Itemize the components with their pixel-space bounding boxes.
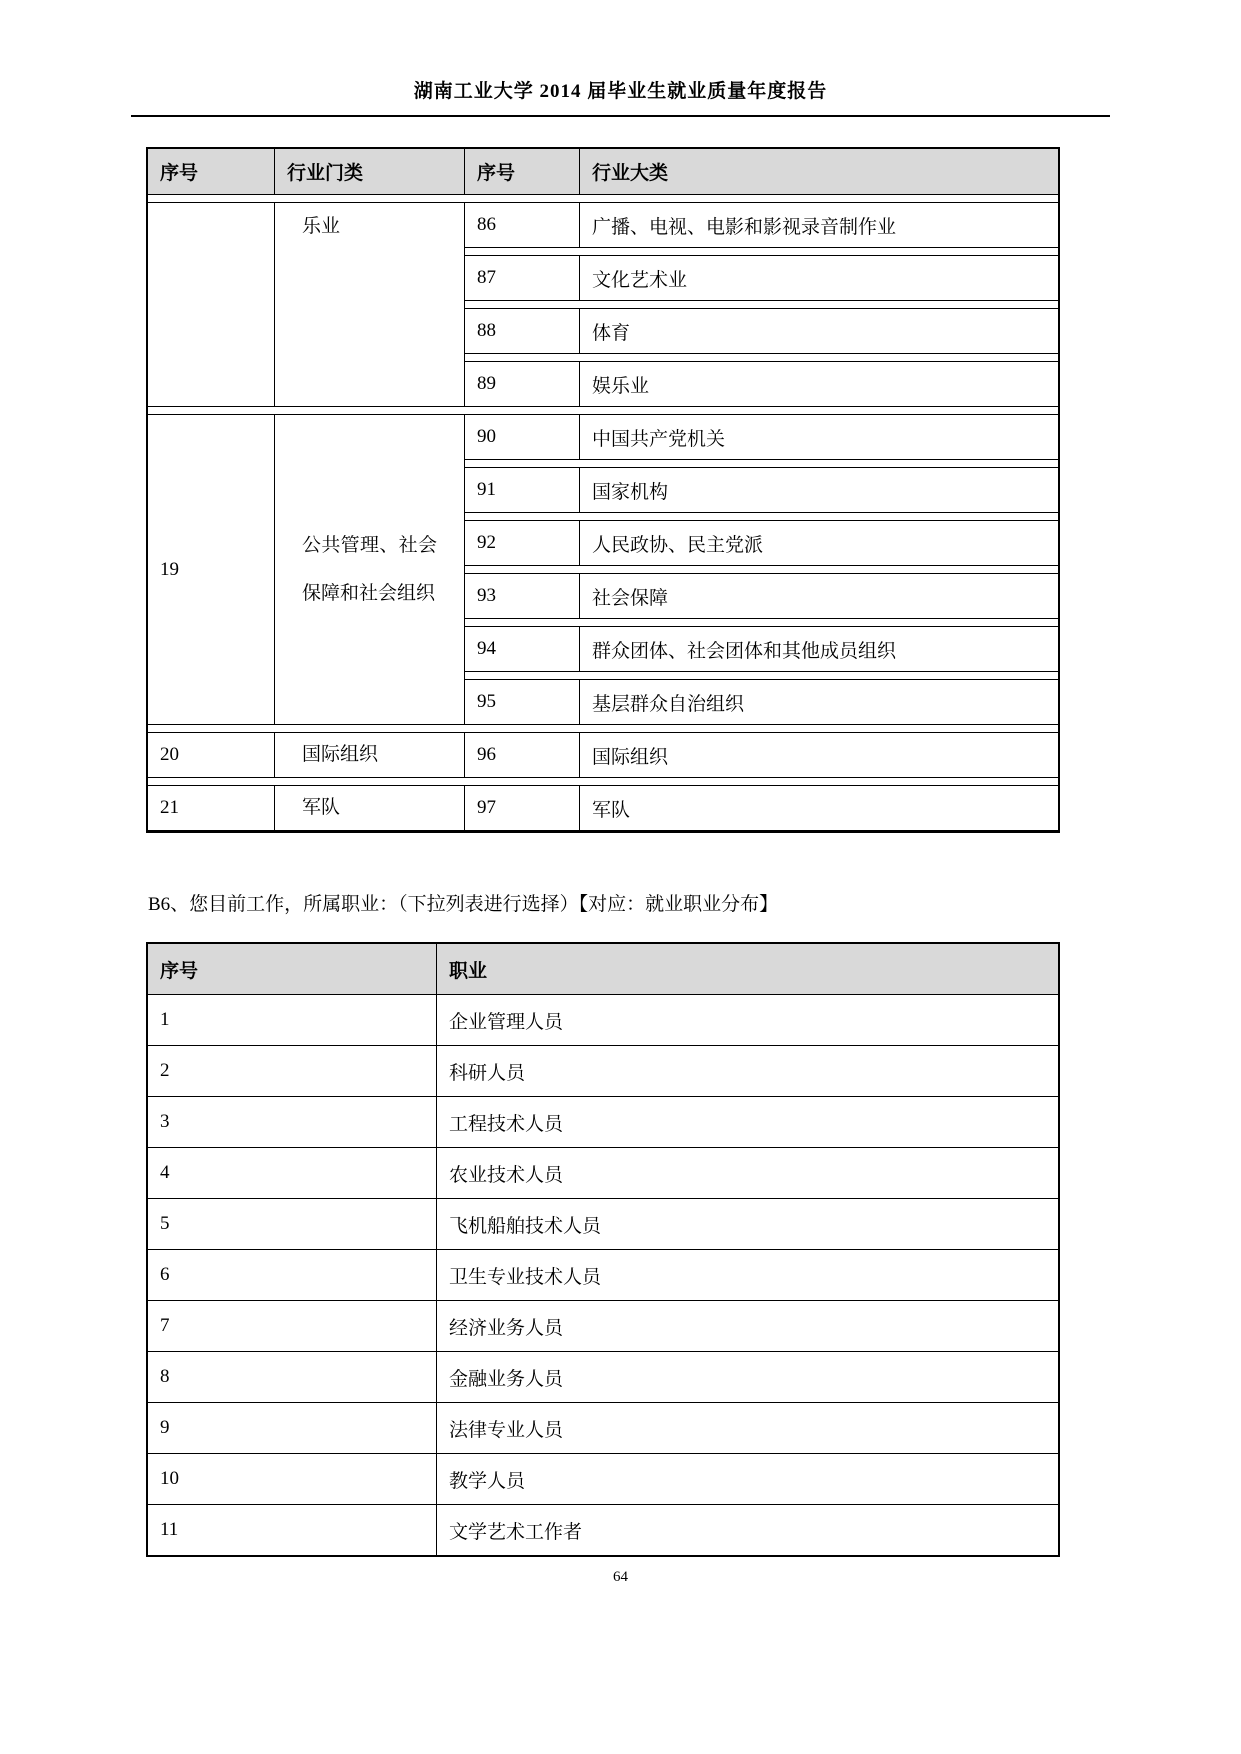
occupation-name-cell: 飞机船舶技术人员 bbox=[437, 1199, 1060, 1250]
industry-name-cell: 文化艺术业 bbox=[580, 255, 1058, 301]
industry-section-number-cell: 21 bbox=[148, 785, 275, 831]
table-row bbox=[147, 995, 1059, 1046]
occupation-number-cell: 8 bbox=[147, 1352, 437, 1403]
table-row bbox=[147, 1097, 1059, 1148]
industry-name-cell: 人民政协、民主党派 bbox=[580, 520, 1058, 566]
industry-code-cell: 92 bbox=[465, 520, 580, 566]
occupation-name-cell: 企业管理人员 bbox=[437, 995, 1060, 1046]
industry-category-cell: 国际组织 bbox=[275, 732, 465, 778]
occupation-number-cell: 5 bbox=[147, 1199, 437, 1250]
occupation-number-cell: 4 bbox=[147, 1148, 437, 1199]
industry-code-cell: 94 bbox=[465, 626, 580, 672]
occupation-name-cell: 文学艺术工作者 bbox=[437, 1505, 1060, 1557]
industry-code-cell: 87 bbox=[465, 255, 580, 301]
page-header-title: 湖南工业大学 2014 届毕业生就业质量年度报告 bbox=[413, 81, 828, 102]
industry-name-cell: 群众团体、社会团体和其他成员组织 bbox=[580, 626, 1058, 672]
occupation-number-cell: 11 bbox=[147, 1505, 437, 1557]
industry-name-cell: 中国共产党机关 bbox=[580, 414, 1058, 460]
column-header: 行业大类 bbox=[580, 149, 1058, 195]
occupation-number-cell: 2 bbox=[147, 1046, 437, 1097]
occupation-header-row bbox=[147, 943, 1059, 995]
table-row bbox=[147, 1148, 1059, 1199]
table-row bbox=[147, 1046, 1059, 1097]
industry-category-cell: 公共管理、社会保障和社会组织 bbox=[275, 414, 465, 725]
header-divider bbox=[131, 115, 1110, 117]
occupation-name-cell: 科研人员 bbox=[437, 1046, 1060, 1097]
industry-section-number-cell: 19 bbox=[148, 414, 275, 725]
industry-name-cell: 基层群众自治组织 bbox=[580, 679, 1058, 725]
occupation-number-cell: 6 bbox=[147, 1250, 437, 1301]
column-header: 序号 bbox=[147, 943, 437, 995]
occupation-name-cell: 经济业务人员 bbox=[437, 1301, 1060, 1352]
industry-code-cell: 91 bbox=[465, 467, 580, 513]
industry-code-cell: 88 bbox=[465, 308, 580, 354]
industry-name-cell: 体育 bbox=[580, 308, 1058, 354]
column-header: 序号 bbox=[465, 149, 580, 195]
industry-section-number-cell bbox=[148, 202, 275, 407]
table-row bbox=[147, 1352, 1059, 1403]
industry-code-cell: 95 bbox=[465, 679, 580, 725]
occupation-name-cell: 农业技术人员 bbox=[437, 1148, 1060, 1199]
industry-name-cell: 国家机构 bbox=[580, 467, 1058, 513]
industry-code-cell: 86 bbox=[465, 202, 580, 248]
occupation-number-cell: 1 bbox=[147, 995, 437, 1046]
occupation-name-cell: 教学人员 bbox=[437, 1454, 1060, 1505]
industry-code-cell: 90 bbox=[465, 414, 580, 460]
industry-code-cell: 97 bbox=[465, 785, 580, 831]
industry-name-cell: 娱乐业 bbox=[580, 361, 1058, 407]
industry-name-cell: 社会保障 bbox=[580, 573, 1058, 619]
industry-code-cell: 89 bbox=[465, 361, 580, 407]
page-number: 64 bbox=[613, 1569, 628, 1585]
table-row bbox=[147, 1403, 1059, 1454]
industry-name-cell: 军队 bbox=[580, 785, 1058, 831]
industry-table bbox=[146, 147, 1060, 833]
table-row bbox=[147, 1505, 1059, 1557]
industry-code-cell: 93 bbox=[465, 573, 580, 619]
column-header: 序号 bbox=[148, 149, 275, 195]
occupation-name-cell: 工程技术人员 bbox=[437, 1097, 1060, 1148]
occupation-number-cell: 7 bbox=[147, 1301, 437, 1352]
occupation-number-cell: 3 bbox=[147, 1097, 437, 1148]
industry-name-cell: 广播、电视、电影和影视录音制作业 bbox=[580, 202, 1058, 248]
occupation-name-cell: 金融业务人员 bbox=[437, 1352, 1060, 1403]
occupation-table bbox=[146, 942, 1060, 1557]
table-row bbox=[147, 1301, 1059, 1352]
industry-category-cell: 军队 bbox=[275, 785, 465, 831]
column-header: 行业门类 bbox=[275, 149, 465, 195]
occupation-name-cell: 法律专业人员 bbox=[437, 1403, 1060, 1454]
table-row bbox=[147, 1250, 1059, 1301]
industry-code-cell: 96 bbox=[465, 732, 580, 778]
occupation-number-cell: 9 bbox=[147, 1403, 437, 1454]
occupation-number-cell: 10 bbox=[147, 1454, 437, 1505]
column-header: 职业 bbox=[437, 943, 1060, 995]
occupation-name-cell: 卫生专业技术人员 bbox=[437, 1250, 1060, 1301]
industry-section-number-cell: 20 bbox=[148, 732, 275, 778]
industry-category-cell: 乐业 bbox=[275, 202, 465, 407]
table-row bbox=[147, 1454, 1059, 1505]
question-b6: B6、您目前工作，所属职业：（下拉列表进行选择）【对应：就业职业分布】 bbox=[148, 894, 779, 915]
industry-name-cell: 国际组织 bbox=[580, 732, 1058, 778]
table-row bbox=[147, 1199, 1059, 1250]
